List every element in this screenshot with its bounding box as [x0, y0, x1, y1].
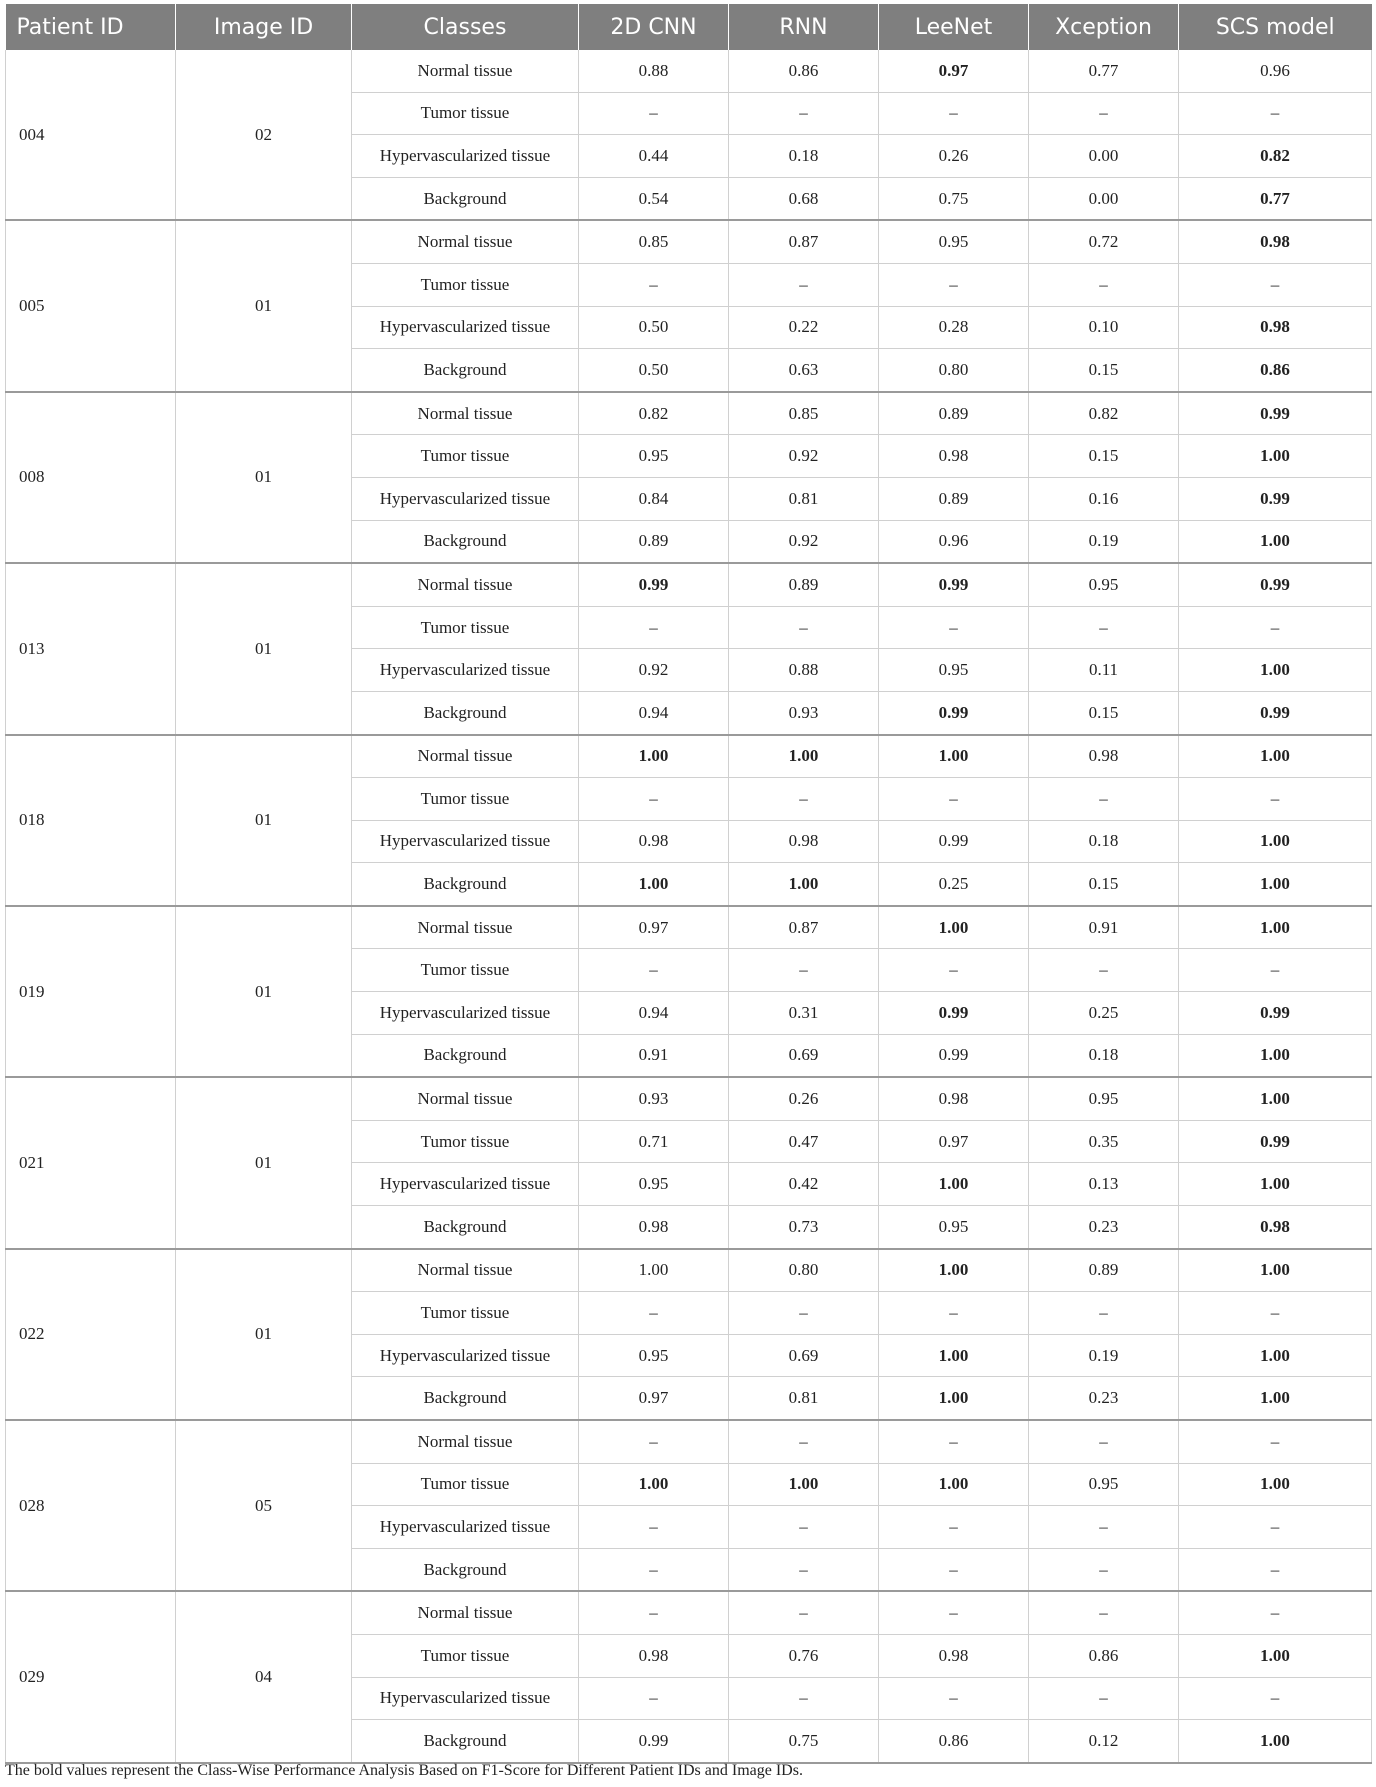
- score-cell: 0.98: [579, 820, 729, 863]
- score-cell: 0.98: [579, 1206, 729, 1249]
- score-cell: 1.00: [1179, 1163, 1372, 1206]
- col-header-classes: Classes: [352, 4, 579, 50]
- score-cell: 0.82: [1029, 392, 1179, 435]
- score-cell: –: [1179, 778, 1372, 821]
- score-cell: 1.00: [879, 1463, 1029, 1506]
- class-cell: Normal tissue: [352, 906, 579, 949]
- score-cell: 0.12: [1029, 1720, 1179, 1763]
- class-cell: Background: [352, 1548, 579, 1591]
- score-cell: 0.71: [579, 1120, 729, 1163]
- class-cell: Tumor tissue: [352, 1292, 579, 1335]
- score-cell: 0.97: [579, 906, 729, 949]
- score-cell: –: [729, 92, 879, 135]
- score-cell: 1.00: [1179, 1249, 1372, 1292]
- image-id-cell: 01: [176, 1077, 352, 1248]
- class-cell: Hypervascularized tissue: [352, 1334, 579, 1377]
- score-cell: 0.98: [1179, 220, 1372, 263]
- table-footnote: The bold values represent the Class-Wise Performance Analysis Based on F1-Score for Different Patient IDs and Image IDs.: [5, 1762, 803, 1779]
- score-cell: –: [579, 1548, 729, 1591]
- score-cell: –: [879, 1292, 1029, 1335]
- table-row: [6, 735, 1372, 778]
- score-cell: –: [579, 263, 729, 306]
- score-cell: –: [879, 606, 1029, 649]
- score-cell: –: [729, 263, 879, 306]
- class-cell: Tumor tissue: [352, 778, 579, 821]
- score-cell: 0.99: [879, 691, 1029, 734]
- patient-id-cell: 008: [6, 392, 176, 563]
- score-cell: 1.00: [1179, 1077, 1372, 1120]
- score-cell: 0.97: [579, 1377, 729, 1420]
- score-cell: 0.19: [1029, 1334, 1179, 1377]
- score-cell: –: [879, 92, 1029, 135]
- score-cell: 0.99: [879, 820, 1029, 863]
- score-cell: 0.95: [579, 1163, 729, 1206]
- score-cell: 0.35: [1029, 1120, 1179, 1163]
- col-header-2d-cnn: 2D CNN: [579, 4, 729, 50]
- score-cell: 0.98: [1179, 1206, 1372, 1249]
- score-cell: 0.31: [729, 992, 879, 1035]
- patient-id-cell: 018: [6, 735, 176, 906]
- class-cell: Background: [352, 863, 579, 906]
- score-cell: 0.23: [1029, 1377, 1179, 1420]
- score-cell: –: [1029, 1591, 1179, 1634]
- score-cell: 0.98: [879, 1634, 1029, 1677]
- score-cell: 0.25: [1029, 992, 1179, 1035]
- image-id-cell: 01: [176, 1249, 352, 1420]
- score-cell: 0.89: [729, 563, 879, 606]
- score-cell: –: [729, 1548, 879, 1591]
- score-cell: –: [729, 778, 879, 821]
- score-cell: 0.80: [729, 1249, 879, 1292]
- image-id-cell: 05: [176, 1420, 352, 1591]
- score-cell: 0.86: [729, 50, 879, 92]
- score-cell: –: [879, 263, 1029, 306]
- class-cell: Background: [352, 177, 579, 220]
- score-cell: 0.88: [579, 50, 729, 92]
- col-header-patient-id: Patient ID: [6, 4, 176, 50]
- score-cell: 0.97: [879, 1120, 1029, 1163]
- score-cell: –: [579, 778, 729, 821]
- score-cell: 0.94: [579, 992, 729, 1035]
- score-cell: 0.85: [729, 392, 879, 435]
- score-cell: –: [879, 1591, 1029, 1634]
- score-cell: 0.13: [1029, 1163, 1179, 1206]
- f1-score-table: [5, 4, 1372, 1764]
- class-cell: Normal tissue: [352, 1591, 579, 1634]
- class-cell: Hypervascularized tissue: [352, 135, 579, 178]
- score-cell: 0.95: [579, 435, 729, 478]
- table-row: [6, 1420, 1372, 1463]
- table-row: [6, 1249, 1372, 1292]
- score-cell: 0.95: [1029, 563, 1179, 606]
- score-cell: –: [879, 1420, 1029, 1463]
- col-header-leenet: LeeNet: [879, 4, 1029, 50]
- score-cell: 0.99: [879, 992, 1029, 1035]
- class-cell: Tumor tissue: [352, 1634, 579, 1677]
- score-cell: 1.00: [1179, 863, 1372, 906]
- score-cell: 0.91: [579, 1034, 729, 1077]
- score-cell: 1.00: [879, 1249, 1029, 1292]
- table-row: [6, 392, 1372, 435]
- score-cell: 0.96: [1179, 50, 1372, 92]
- score-cell: –: [1029, 778, 1179, 821]
- score-cell: 0.98: [1179, 306, 1372, 349]
- score-cell: 0.99: [879, 563, 1029, 606]
- col-header-rnn: RNN: [729, 4, 879, 50]
- patient-id-cell: 029: [6, 1591, 176, 1762]
- score-cell: 0.89: [879, 392, 1029, 435]
- image-id-cell: 01: [176, 563, 352, 734]
- score-cell: 0.95: [1029, 1077, 1179, 1120]
- score-cell: –: [579, 1677, 729, 1720]
- score-cell: 0.87: [729, 220, 879, 263]
- patient-id-cell: 021: [6, 1077, 176, 1248]
- class-cell: Normal tissue: [352, 220, 579, 263]
- score-cell: 0.99: [579, 563, 729, 606]
- score-cell: –: [579, 1420, 729, 1463]
- score-cell: 0.10: [1029, 306, 1179, 349]
- score-cell: 0.85: [579, 220, 729, 263]
- score-cell: 0.00: [1029, 135, 1179, 178]
- score-cell: –: [579, 606, 729, 649]
- score-cell: –: [1179, 1506, 1372, 1549]
- score-cell: –: [1029, 1677, 1179, 1720]
- class-cell: Background: [352, 349, 579, 392]
- score-cell: 0.15: [1029, 349, 1179, 392]
- score-cell: 1.00: [579, 735, 729, 778]
- score-cell: 0.47: [729, 1120, 879, 1163]
- score-cell: 0.68: [729, 177, 879, 220]
- header-row: [6, 4, 1372, 50]
- score-cell: 1.00: [1179, 435, 1372, 478]
- score-cell: –: [879, 949, 1029, 992]
- score-cell: –: [579, 1591, 729, 1634]
- score-cell: –: [1179, 1292, 1372, 1335]
- class-cell: Hypervascularized tissue: [352, 477, 579, 520]
- score-cell: 1.00: [879, 1377, 1029, 1420]
- col-header-image-id: Image ID: [176, 4, 352, 50]
- score-cell: 0.86: [1179, 349, 1372, 392]
- score-cell: 1.00: [1179, 520, 1372, 563]
- score-cell: 1.00: [579, 863, 729, 906]
- score-cell: 0.99: [1179, 392, 1372, 435]
- score-cell: 0.95: [879, 220, 1029, 263]
- score-cell: 1.00: [879, 1334, 1029, 1377]
- score-cell: 0.18: [1029, 820, 1179, 863]
- score-cell: –: [1029, 1548, 1179, 1591]
- score-cell: 0.50: [579, 306, 729, 349]
- score-cell: 0.75: [729, 1720, 879, 1763]
- score-cell: –: [729, 1591, 879, 1634]
- results-table-container: [5, 4, 1371, 1764]
- col-header-scs-model: SCS model: [1179, 4, 1372, 50]
- score-cell: –: [579, 1292, 729, 1335]
- score-cell: 1.00: [579, 1463, 729, 1506]
- score-cell: 0.15: [1029, 691, 1179, 734]
- score-cell: 0.99: [1179, 992, 1372, 1035]
- score-cell: –: [729, 1677, 879, 1720]
- patient-id-cell: 019: [6, 906, 176, 1077]
- score-cell: –: [879, 1677, 1029, 1720]
- score-cell: 0.81: [729, 477, 879, 520]
- score-cell: 1.00: [1179, 735, 1372, 778]
- class-cell: Normal tissue: [352, 563, 579, 606]
- score-cell: –: [579, 1506, 729, 1549]
- score-cell: 0.89: [879, 477, 1029, 520]
- score-cell: 0.63: [729, 349, 879, 392]
- score-cell: 1.00: [1179, 1034, 1372, 1077]
- image-id-cell: 01: [176, 220, 352, 391]
- score-cell: –: [1179, 1420, 1372, 1463]
- class-cell: Normal tissue: [352, 735, 579, 778]
- score-cell: 0.25: [879, 863, 1029, 906]
- score-cell: 0.18: [729, 135, 879, 178]
- patient-id-cell: 028: [6, 1420, 176, 1591]
- score-cell: –: [1029, 1420, 1179, 1463]
- score-cell: 0.75: [879, 177, 1029, 220]
- score-cell: 1.00: [729, 863, 879, 906]
- score-cell: –: [729, 1420, 879, 1463]
- score-cell: 1.00: [1179, 649, 1372, 692]
- image-id-cell: 02: [176, 50, 352, 220]
- score-cell: 0.87: [729, 906, 879, 949]
- score-cell: –: [1029, 92, 1179, 135]
- score-cell: 0.42: [729, 1163, 879, 1206]
- score-cell: 0.88: [729, 649, 879, 692]
- score-cell: –: [1029, 263, 1179, 306]
- score-cell: 1.00: [879, 1163, 1029, 1206]
- score-cell: –: [1179, 1548, 1372, 1591]
- score-cell: 0.82: [579, 392, 729, 435]
- score-cell: 0.93: [579, 1077, 729, 1120]
- image-id-cell: 01: [176, 735, 352, 906]
- score-cell: 0.89: [1029, 1249, 1179, 1292]
- score-cell: –: [1029, 606, 1179, 649]
- class-cell: Hypervascularized tissue: [352, 306, 579, 349]
- class-cell: Tumor tissue: [352, 1120, 579, 1163]
- score-cell: 0.69: [729, 1334, 879, 1377]
- score-cell: 0.96: [879, 520, 1029, 563]
- patient-id-cell: 013: [6, 563, 176, 734]
- class-cell: Hypervascularized tissue: [352, 1163, 579, 1206]
- score-cell: 0.98: [1029, 735, 1179, 778]
- score-cell: 0.80: [879, 349, 1029, 392]
- score-cell: 0.98: [879, 435, 1029, 478]
- score-cell: –: [1179, 1677, 1372, 1720]
- score-cell: –: [1029, 1506, 1179, 1549]
- class-cell: Hypervascularized tissue: [352, 1506, 579, 1549]
- score-cell: –: [1029, 949, 1179, 992]
- score-cell: 0.19: [1029, 520, 1179, 563]
- class-cell: Hypervascularized tissue: [352, 1677, 579, 1720]
- score-cell: 0.99: [1179, 691, 1372, 734]
- score-cell: –: [579, 949, 729, 992]
- score-cell: 1.00: [729, 1463, 879, 1506]
- class-cell: Tumor tissue: [352, 92, 579, 135]
- score-cell: –: [729, 1292, 879, 1335]
- score-cell: 0.99: [579, 1720, 729, 1763]
- score-cell: 0.95: [579, 1334, 729, 1377]
- class-cell: Background: [352, 1377, 579, 1420]
- score-cell: 1.00: [1179, 820, 1372, 863]
- class-cell: Background: [352, 520, 579, 563]
- score-cell: 0.28: [879, 306, 1029, 349]
- class-cell: Hypervascularized tissue: [352, 992, 579, 1035]
- score-cell: –: [1179, 606, 1372, 649]
- class-cell: Tumor tissue: [352, 949, 579, 992]
- score-cell: –: [729, 606, 879, 649]
- score-cell: 0.91: [1029, 906, 1179, 949]
- score-cell: –: [1179, 1591, 1372, 1634]
- score-cell: –: [729, 949, 879, 992]
- score-cell: 0.95: [879, 1206, 1029, 1249]
- score-cell: 0.99: [1179, 563, 1372, 606]
- score-cell: 0.81: [729, 1377, 879, 1420]
- score-cell: 0.97: [879, 50, 1029, 92]
- score-cell: 0.77: [1029, 50, 1179, 92]
- table-row: [6, 50, 1372, 92]
- score-cell: 0.77: [1179, 177, 1372, 220]
- score-cell: –: [1179, 92, 1372, 135]
- score-cell: 1.00: [879, 735, 1029, 778]
- score-cell: 0.72: [1029, 220, 1179, 263]
- score-cell: 0.82: [1179, 135, 1372, 178]
- col-header-xception: Xception: [1029, 4, 1179, 50]
- score-cell: 0.98: [729, 820, 879, 863]
- class-cell: Normal tissue: [352, 50, 579, 92]
- score-cell: 0.92: [729, 520, 879, 563]
- score-cell: –: [879, 1506, 1029, 1549]
- score-cell: 0.00: [1029, 177, 1179, 220]
- class-cell: Hypervascularized tissue: [352, 649, 579, 692]
- table-row: [6, 563, 1372, 606]
- patient-id-cell: 005: [6, 220, 176, 391]
- score-cell: 0.73: [729, 1206, 879, 1249]
- table-row: [6, 906, 1372, 949]
- score-cell: –: [879, 778, 1029, 821]
- score-cell: –: [579, 92, 729, 135]
- score-cell: 0.15: [1029, 435, 1179, 478]
- score-cell: 0.94: [579, 691, 729, 734]
- patient-id-cell: 004: [6, 50, 176, 220]
- table-body: [6, 50, 1372, 1763]
- score-cell: 0.54: [579, 177, 729, 220]
- score-cell: 0.89: [579, 520, 729, 563]
- class-cell: Background: [352, 1720, 579, 1763]
- class-cell: Normal tissue: [352, 392, 579, 435]
- score-cell: 1.00: [1179, 1720, 1372, 1763]
- score-cell: 0.95: [879, 649, 1029, 692]
- score-cell: 1.00: [1179, 906, 1372, 949]
- class-cell: Normal tissue: [352, 1249, 579, 1292]
- class-cell: Normal tissue: [352, 1077, 579, 1120]
- score-cell: 0.50: [579, 349, 729, 392]
- score-cell: 1.00: [1179, 1377, 1372, 1420]
- score-cell: 0.76: [729, 1634, 879, 1677]
- score-cell: 0.15: [1029, 863, 1179, 906]
- image-id-cell: 01: [176, 906, 352, 1077]
- class-cell: Tumor tissue: [352, 263, 579, 306]
- score-cell: 0.44: [579, 135, 729, 178]
- score-cell: 0.18: [1029, 1034, 1179, 1077]
- score-cell: 1.00: [729, 735, 879, 778]
- score-cell: 1.00: [1179, 1334, 1372, 1377]
- score-cell: 0.98: [879, 1077, 1029, 1120]
- class-cell: Tumor tissue: [352, 606, 579, 649]
- score-cell: 0.86: [1029, 1634, 1179, 1677]
- score-cell: 1.00: [1179, 1634, 1372, 1677]
- patient-id-cell: 022: [6, 1249, 176, 1420]
- score-cell: 0.22: [729, 306, 879, 349]
- score-cell: 0.86: [879, 1720, 1029, 1763]
- score-cell: 0.26: [879, 135, 1029, 178]
- score-cell: 1.00: [879, 906, 1029, 949]
- score-cell: –: [879, 1548, 1029, 1591]
- table-row: [6, 220, 1372, 263]
- score-cell: 1.00: [579, 1249, 729, 1292]
- table-row: [6, 1591, 1372, 1634]
- score-cell: 0.84: [579, 477, 729, 520]
- score-cell: 0.69: [729, 1034, 879, 1077]
- class-cell: Hypervascularized tissue: [352, 820, 579, 863]
- image-id-cell: 04: [176, 1591, 352, 1762]
- class-cell: Background: [352, 1206, 579, 1249]
- score-cell: 0.23: [1029, 1206, 1179, 1249]
- class-cell: Tumor tissue: [352, 1463, 579, 1506]
- score-cell: 0.11: [1029, 649, 1179, 692]
- score-cell: –: [1029, 1292, 1179, 1335]
- table-row: [6, 1077, 1372, 1120]
- score-cell: –: [1179, 263, 1372, 306]
- score-cell: –: [1179, 949, 1372, 992]
- score-cell: 0.26: [729, 1077, 879, 1120]
- score-cell: 0.99: [879, 1034, 1029, 1077]
- score-cell: 1.00: [1179, 1463, 1372, 1506]
- class-cell: Background: [352, 691, 579, 734]
- score-cell: 0.99: [1179, 477, 1372, 520]
- score-cell: 0.16: [1029, 477, 1179, 520]
- score-cell: 0.98: [579, 1634, 729, 1677]
- image-id-cell: 01: [176, 392, 352, 563]
- score-cell: 0.92: [729, 435, 879, 478]
- score-cell: –: [729, 1506, 879, 1549]
- class-cell: Background: [352, 1034, 579, 1077]
- class-cell: Normal tissue: [352, 1420, 579, 1463]
- score-cell: 0.99: [1179, 1120, 1372, 1163]
- score-cell: 0.93: [729, 691, 879, 734]
- score-cell: 0.92: [579, 649, 729, 692]
- class-cell: Tumor tissue: [352, 435, 579, 478]
- score-cell: 0.95: [1029, 1463, 1179, 1506]
